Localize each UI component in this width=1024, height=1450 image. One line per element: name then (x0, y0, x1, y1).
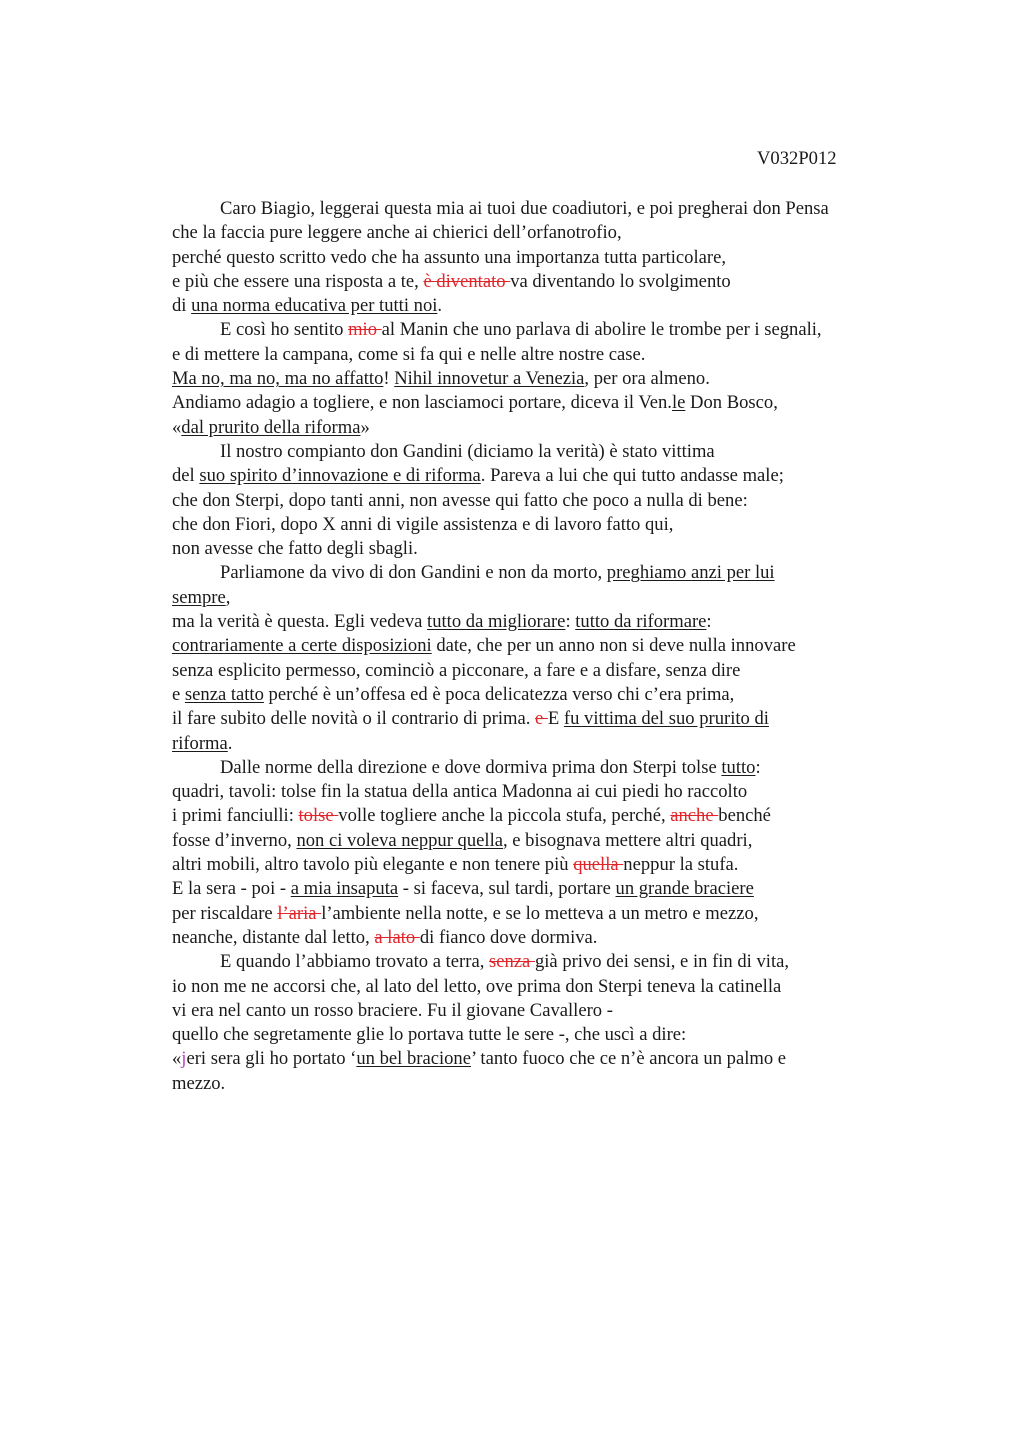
underlined-text: tutto da riformare (575, 611, 707, 633)
line-text: : (755, 756, 761, 778)
line-text: : (565, 611, 576, 633)
line-text: ma la verità è questa. Egli vedeva (172, 611, 428, 633)
struck-deleted-text: senza (489, 951, 535, 973)
line-text: senza esplicito permesso, cominciò a picconare, a fare e a disfare, senza dire (172, 659, 741, 681)
inserted-correction-text: j (181, 1048, 187, 1070)
line-text: . (227, 732, 233, 754)
text-line (172, 804, 912, 828)
text-line (172, 367, 912, 391)
struck-deleted-text: quella (573, 854, 624, 876)
line-text: » (360, 416, 370, 438)
struck-deleted-text: tolse (298, 805, 339, 827)
line-text: Caro Biagio, leggerai questa mia ai tuoi due coadiutori, e poi pregherai don Pensa (220, 198, 829, 219)
struck-deleted-text: e (535, 708, 548, 730)
struck-deleted-text: anche (670, 805, 719, 827)
underlined-text: Ma no, ma no, ma no affatto (172, 368, 384, 390)
line-text: perché questo scritto vedo che ha assunto una importanza tutta particolare, (172, 246, 726, 268)
line-text: che don Fiori, dopo X anni di vigile assistenza e di lavoro fatto qui, (172, 513, 674, 535)
underlined-text: a mia insaputa (290, 878, 399, 900)
underlined-text: Nihil innovetur a Venezia (394, 368, 585, 390)
text-line (172, 489, 912, 513)
line-text: E quando l’abbiamo trovato a terra, (220, 951, 489, 973)
line-text: mezzo. (172, 1072, 226, 1094)
line-text: E così ho sentito (220, 319, 349, 341)
text-line (172, 926, 912, 950)
text-line (172, 270, 912, 294)
line-text: E (547, 708, 564, 730)
underlined-text: tutto da migliorare (427, 611, 566, 633)
line-text: per riscaldare (172, 902, 278, 924)
line-text: va diventando lo svolgimento (510, 270, 731, 292)
line-text: vi era nel canto un rosso braciere. Fu il giovane Cavallero - (172, 999, 613, 1021)
text-line (172, 999, 912, 1023)
underlined-text: sempre (172, 586, 226, 608)
text-line (172, 634, 912, 658)
line-text: date, che per un anno non si deve nulla innovare (431, 635, 796, 657)
line-text: : (706, 611, 712, 633)
struck-deleted-text: è diventato (423, 270, 511, 292)
text-line (172, 853, 912, 877)
text-line (172, 950, 912, 974)
text-line (172, 537, 912, 561)
text-line (172, 513, 912, 537)
text-line (172, 877, 912, 901)
line-text: , per ora almeno. (584, 368, 710, 390)
line-text: io non me ne accorsi che, al lato del letto, ove prima don Sterpi teneva la catinella (172, 975, 782, 997)
underlined-text: un grande braciere (615, 878, 754, 900)
line-text: perché è un’offesa ed è poca delicatezza verso chi c’era prima, (263, 683, 735, 705)
underlined-text: le (671, 392, 686, 414)
underlined-text: fu vittima del suo prurito di (563, 708, 769, 730)
text-line (172, 756, 912, 780)
line-text: altri mobili, altro tavolo più elegante e non tenere più (172, 854, 574, 876)
line-text: ’ tanto fuoco che ce n’è ancora un palmo e (470, 1048, 787, 1070)
struck-deleted-text: mio (348, 319, 382, 341)
text-line (172, 343, 912, 367)
underlined-text: non ci voleva neppur quella (296, 829, 503, 851)
text-line (172, 440, 912, 464)
line-text: , e bisognava mettere altri quadri, (502, 829, 753, 851)
underlined-text: contrariamente a certe disposizioni (172, 635, 432, 657)
line-text: del (172, 465, 200, 487)
line-text: Don Bosco, (685, 392, 778, 414)
line-text: , (225, 586, 231, 608)
line-text: neppur la stufa. (623, 854, 739, 876)
text-line (172, 1072, 912, 1096)
text-line (172, 1047, 912, 1071)
letter-body (172, 197, 912, 1096)
line-text: non avesse che fatto degli sbagli. (172, 538, 418, 560)
underlined-text: un bel bracione (356, 1048, 471, 1070)
line-text: « (172, 1048, 182, 1070)
text-line (172, 197, 912, 221)
line-text: Parliamone da vivo di don Gandini e non da morto, (220, 562, 607, 584)
line-text: di fianco dove dormiva. (419, 926, 598, 948)
text-line (172, 221, 912, 245)
text-line (172, 902, 912, 926)
underlined-text: suo spirito d’innovazione e di riforma (199, 465, 481, 487)
text-line (172, 246, 912, 270)
line-text: il fare subito delle novità o il contrario di prima. (172, 708, 535, 730)
line-text: quadri, tavoli: tolse fin la statua della antica Madonna ai cui piedi ho raccolto (172, 781, 748, 803)
line-text: volle togliere anche la piccola stufa, perché, (338, 805, 671, 827)
underlined-text: dal prurito della riforma (181, 416, 361, 438)
text-line (172, 391, 912, 415)
line-text: già privo dei sensi, e in fin di vita, (534, 951, 790, 973)
text-line (172, 707, 912, 731)
text-line (172, 610, 912, 634)
line-text: i primi fanciulli: (172, 805, 299, 827)
underlined-text: una norma educativa per tutti noi (191, 295, 438, 317)
line-text: - si faceva, sul tardi, portare (398, 878, 616, 900)
line-text: che don Sterpi, dopo tanti anni, non avesse qui fatto che poco a nulla di bene: (172, 489, 748, 511)
text-line (172, 416, 912, 440)
line-text: che la faccia pure leggere anche ai chierici dell’orfanotrofio, (172, 222, 622, 244)
struck-deleted-text: a lato (374, 926, 420, 948)
text-line (172, 561, 912, 585)
text-line (172, 683, 912, 707)
underlined-text: riforma (172, 732, 228, 754)
text-line (172, 829, 912, 853)
line-text: e più che essere una risposta a te, (172, 270, 424, 292)
line-text: benché (718, 805, 771, 827)
line-text: neanche, distante dal letto, (172, 926, 375, 948)
line-text: di (172, 295, 192, 317)
text-line (172, 464, 912, 488)
line-text: Andiamo adagio a togliere, e non lasciamoci portare, diceva il Ven. (172, 392, 672, 414)
underlined-text: senza tatto (184, 683, 264, 705)
line-text: . (437, 295, 443, 317)
line-text: eri sera gli ho portato ‘ (186, 1048, 357, 1070)
line-text: fosse d’inverno, (172, 829, 297, 851)
text-line (172, 294, 912, 318)
line-text: l’ambiente nella notte, e se lo metteva a un metro e mezzo, (321, 902, 759, 924)
line-text: ! (383, 368, 395, 390)
line-text: « (172, 416, 182, 438)
line-text: E la sera - poi - (172, 878, 291, 900)
text-line (172, 586, 912, 610)
text-line (172, 780, 912, 804)
line-text: e di mettere la campana, come si fa qui e nelle altre nostre case. (172, 343, 646, 365)
struck-deleted-text: l’aria (277, 902, 322, 924)
line-text: Il nostro compianto don Gandini (diciamo la verità) è stato vittima (220, 440, 715, 462)
line-text: Dalle norme della direzione e dove dormiva prima don Sterpi tolse (220, 756, 722, 778)
underlined-text: preghiamo anzi per lui (606, 562, 775, 584)
line-text: . Pareva a lui che qui tutto andasse male; (480, 465, 784, 487)
line-text: e (172, 683, 185, 705)
text-line (172, 1023, 912, 1047)
text-line (172, 975, 912, 999)
text-line (172, 732, 912, 756)
underlined-text: tutto (721, 756, 756, 778)
text-line (172, 659, 912, 683)
line-text: al Manin che uno parlava di abolire le trombe per i segnali, (381, 319, 822, 341)
text-line (172, 318, 912, 342)
line-text: quello che segretamente glie lo portava tutte le sere -, che uscì a dire: (172, 1024, 687, 1046)
page-identifier: V032P012 (757, 148, 837, 169)
